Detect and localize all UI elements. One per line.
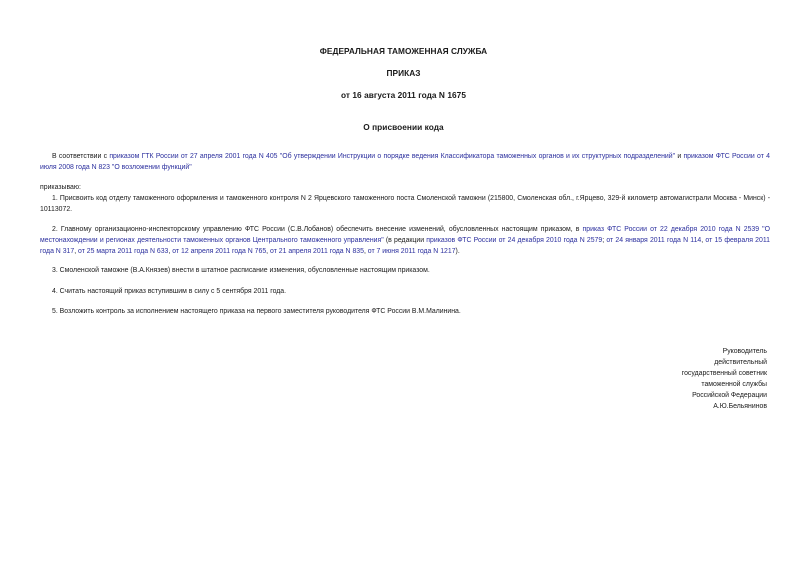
item-2-text: , (266, 248, 271, 256)
link-fts-order-2579[interactable]: приказов ФТС России от 24 декабря 2010 года N 2579 (426, 237, 603, 245)
item-2-text: ). (455, 248, 460, 256)
link-fts-order-823[interactable]: приказом ФТС России от 4 июля 2008 года N 823 "О возложении функций" (40, 153, 771, 172)
link-fts-order-317[interactable]: от 15 февраля 2011 года N 317 (40, 237, 770, 256)
document-subject: О присвоении кода (363, 122, 444, 132)
preamble-paragraph (40, 151, 770, 173)
link-fts-order-1217[interactable]: от 7 июня 2011 года N 1217 (367, 248, 456, 256)
link-fts-order-765[interactable]: от 12 апреля 2011 года N 765 (172, 248, 267, 256)
order-word: приказываю: (40, 184, 81, 191)
signature-rank-line: государственный советник (681, 370, 767, 378)
signatory-name: А.Ю.Бельянинов (713, 403, 767, 411)
item-2-text: , (363, 248, 368, 256)
signature-title: Руководитель (722, 348, 767, 355)
link-fts-order-114[interactable]: от 24 января 2011 года N 114 (606, 237, 702, 245)
item-2-text: 2. Главному организационно-инспекторскому управлению ФТС России (С.В.Лобанов) обеспечить внесение изменений, обусловленных настоящим приказом, в (52, 226, 583, 233)
item-2-text: , (168, 248, 173, 256)
item-1-paragraph: 1. Присвоить код отделу таможенного оформления и таможенного контроля N 2 Ярцевского таможенного поста Смоленской таможни (215800, Смоленская обл., г.Ярцево, 329-й километр автомагистрали Москва - Минск) - 10113072. (40, 195, 770, 214)
link-fts-order-835[interactable]: от 21 апреля 2011 года N 835 (270, 248, 364, 256)
preamble-text: В соответствии с (52, 153, 110, 160)
document-date-number: от 16 августа 2011 года N 1675 (341, 90, 466, 100)
signature-block (682, 346, 767, 413)
preamble-text: и (675, 153, 684, 160)
item-2-text: , (701, 237, 706, 245)
signature-rank-line: действительный (714, 359, 767, 367)
link-gtk-order-405[interactable]: приказом ГТК России от 27 апреля 2001 года N 405 "Об утверждении Инструкции о порядке ведения Классификатора таможенных органов и их структурных подразделений" (109, 153, 676, 160)
signature-rank-line: Российской Федерации (692, 392, 767, 400)
item-2-paragraph (40, 224, 770, 258)
item-4-paragraph: 4. Считать настоящий приказ вступившим в силу с 5 сентября 2011 года. (52, 288, 287, 295)
document-type: ПРИКАЗ (386, 68, 421, 78)
item-2-text: (в редакции (383, 237, 427, 245)
item-2-text: , (74, 248, 79, 256)
item-2-text: ; (602, 237, 607, 245)
item-3-paragraph: 3. Смоленской таможне (В.А.Князев) внести в штатное расписание изменения, обусловленные настоящим приказом. (52, 267, 430, 274)
link-fts-order-2539[interactable]: приказ ФТС России от 22 декабря 2010 года N 2539 "О местонахождении и регионах деятельности таможенных органов Центрального таможенного управления" (40, 226, 770, 245)
link-fts-order-633[interactable]: от 25 марта 2011 года N 633 (78, 248, 169, 256)
item-5-paragraph: 5. Возложить контроль за исполнением настоящего приказа на первого заместителя руководителя ФТС России В.М.Малинина. (52, 308, 461, 315)
signature-rank-line: таможенной службы (701, 381, 767, 389)
agency-title: ФЕДЕРАЛЬНАЯ ТАМОЖЕННАЯ СЛУЖБА (319, 46, 488, 56)
